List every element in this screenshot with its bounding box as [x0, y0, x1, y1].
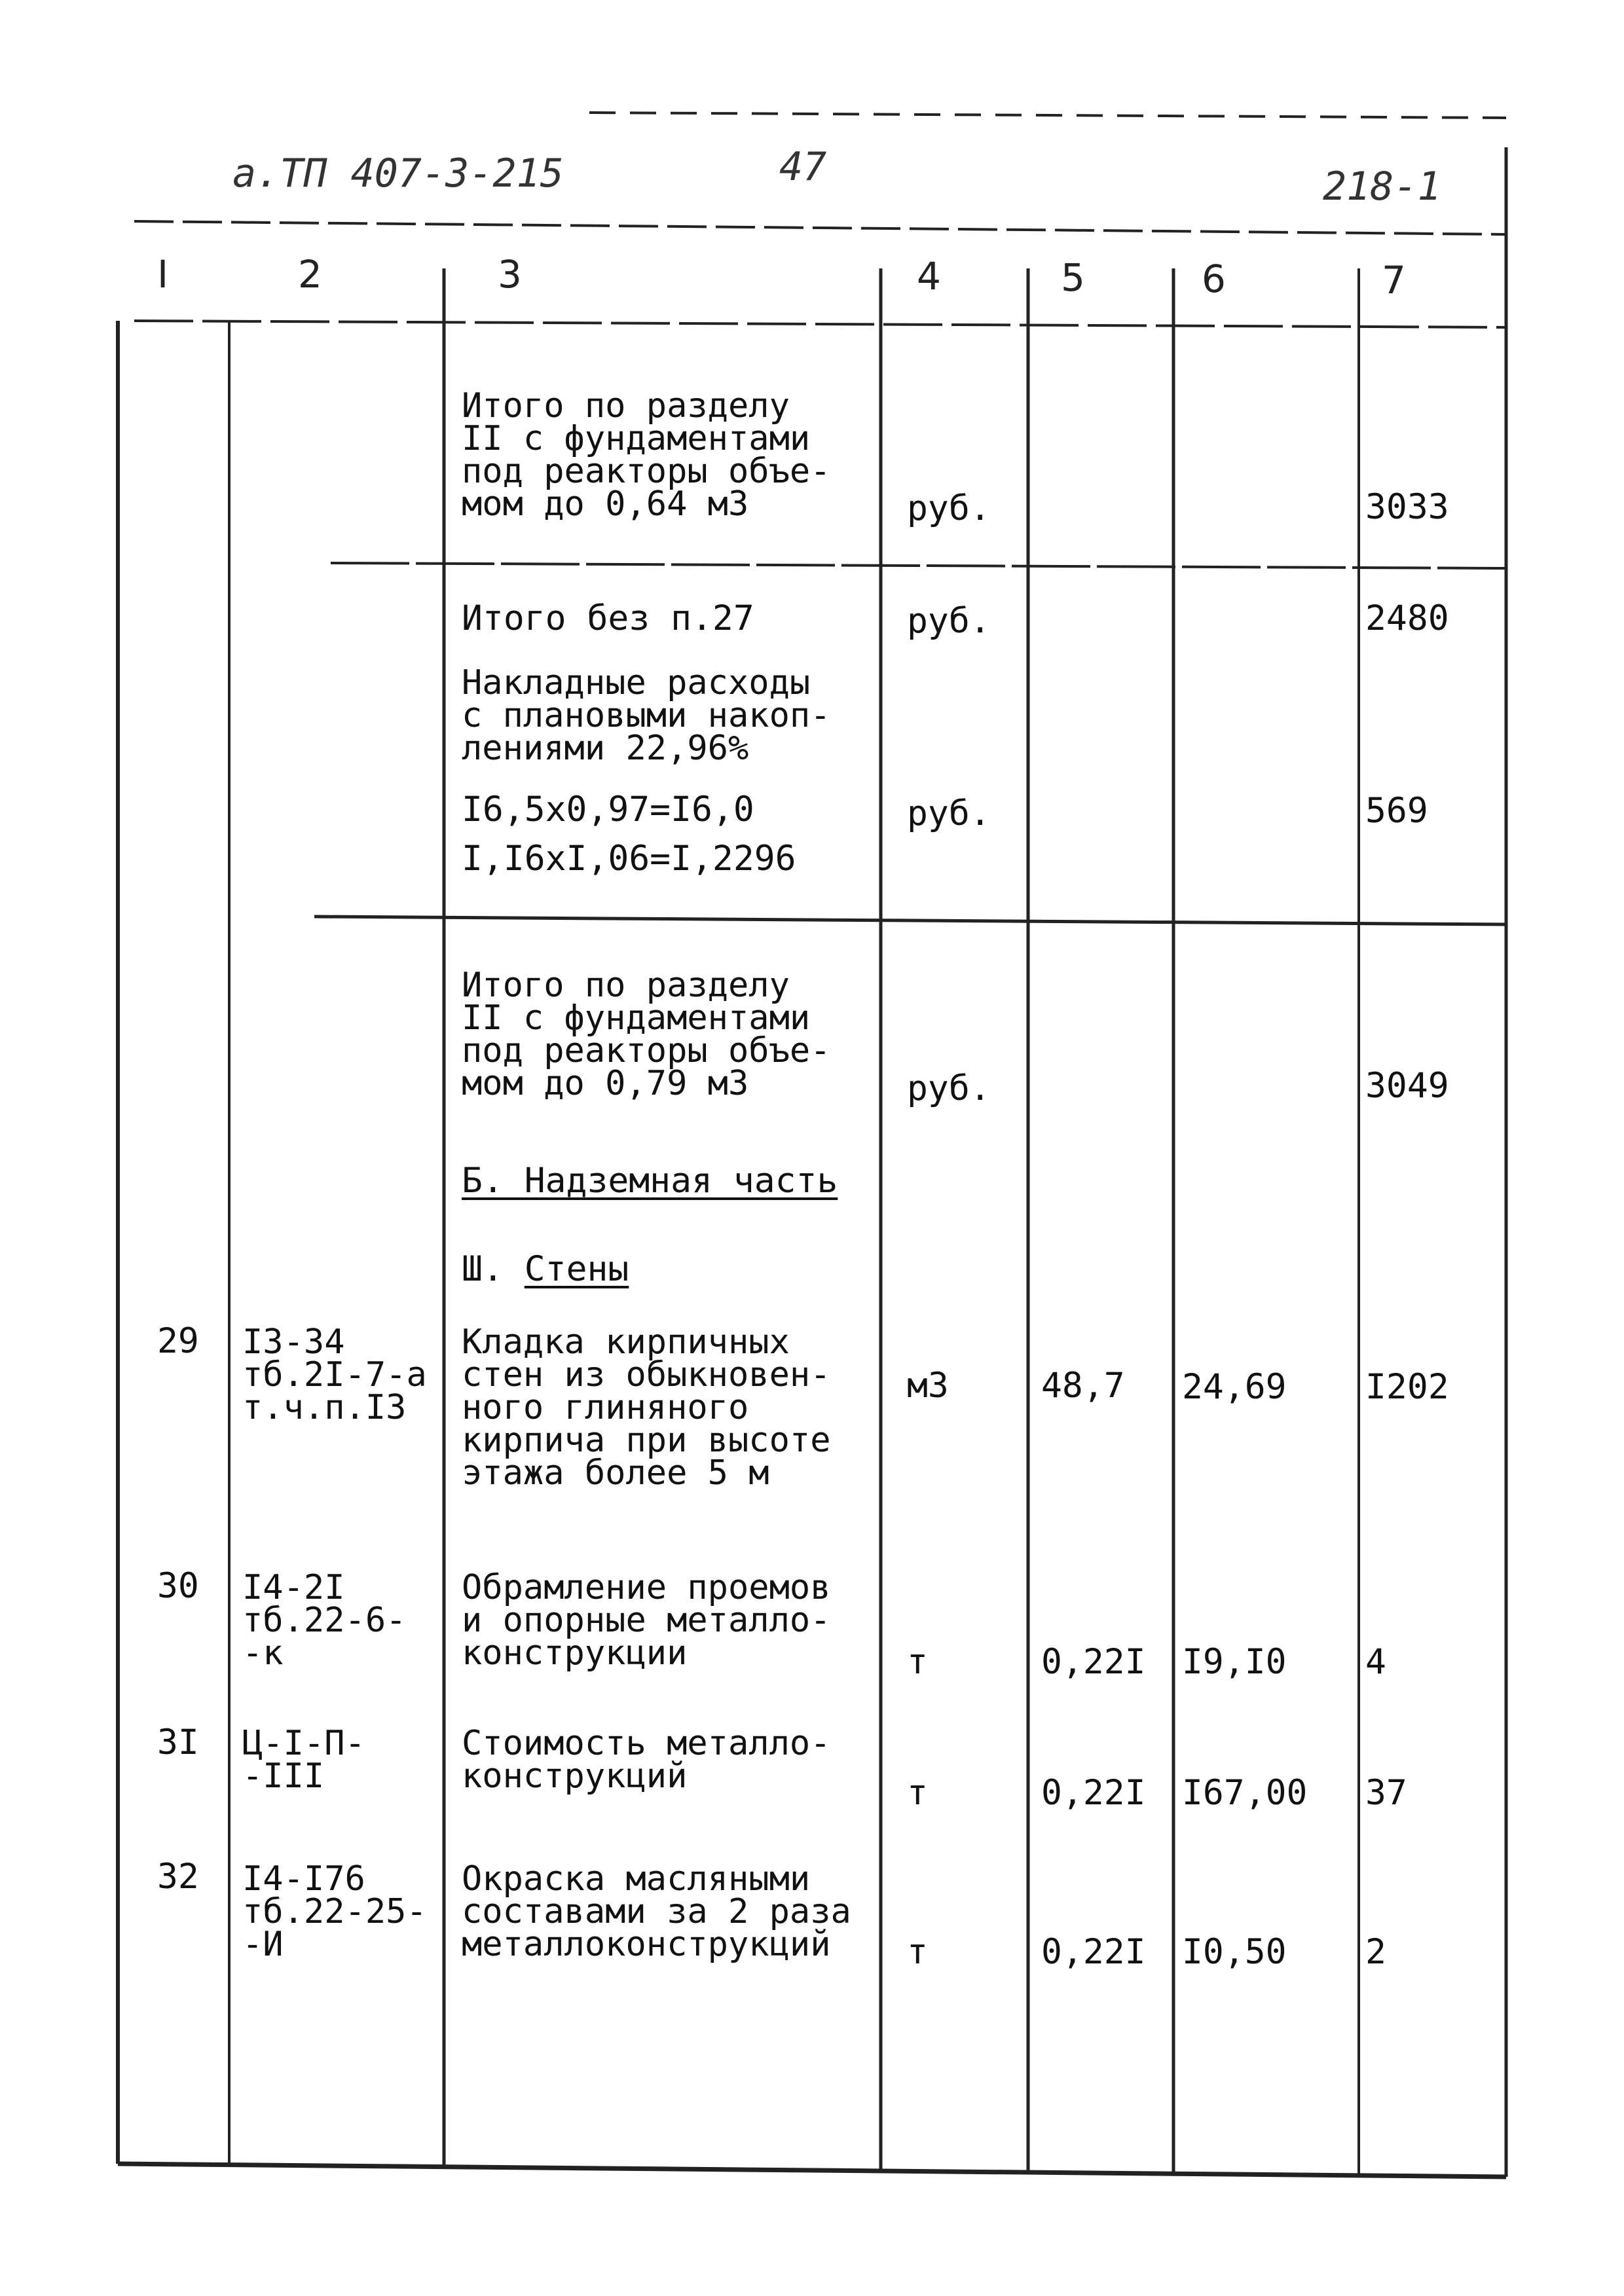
section-b-title: Б. Надземная часть	[462, 1161, 838, 1201]
row-31-unit: т	[907, 1773, 928, 1813]
row-31-total: 37	[1365, 1773, 1407, 1813]
total-without-item-27-unit: руб.	[907, 601, 991, 641]
row-32-price: I0,50	[1182, 1932, 1287, 1972]
subtotal-section-2-0-64-text: Итого по разделу II с фундаментами под реакторы объе- мом до 0,64 м3	[462, 386, 831, 524]
page-number: 47	[779, 144, 827, 190]
row-30-price: I9,I0	[1182, 1642, 1287, 1682]
row-29-description: Кладка кирпичных стен из обыкновен- ного глиняного кирпича при высоте этажа более 5 м	[462, 1322, 831, 1493]
row-29-total: I202	[1365, 1367, 1449, 1407]
row-31-quantity: 0,22I	[1041, 1773, 1146, 1813]
subtotal-section-2-0-79-total: 3049	[1365, 1066, 1449, 1106]
row-32-total: 2	[1365, 1932, 1386, 1972]
row-29-unit: м3	[907, 1366, 949, 1406]
row-32-quantity: 0,22I	[1041, 1932, 1146, 1972]
column-number-6: 6	[1202, 257, 1226, 301]
row-30-description: Обрамление проемов и опорные металло- конструкции	[462, 1568, 831, 1673]
section-iii-title: Стены	[524, 1249, 629, 1289]
row-30-code: I4-2I тб.22-6- -к	[242, 1568, 407, 1673]
overhead-total: 569	[1365, 791, 1428, 831]
row-32-description: Окраска масляными составами за 2 раза металлоконструкций	[462, 1859, 851, 1964]
row-29-price: 24,69	[1182, 1367, 1287, 1407]
row-31-description: Стоимость металло- конструкций	[462, 1724, 831, 1796]
row-31-code: Ц-I-П- -III	[242, 1724, 365, 1796]
subtotal-section-2-0-64-unit: руб.	[907, 488, 991, 528]
row-29-quantity: 48,7	[1041, 1366, 1125, 1406]
row-29-code: I3-34 тб.2I-7-а т.ч.п.I3	[242, 1322, 427, 1427]
column-number-2: 2	[298, 252, 322, 297]
sheet-number: 218-1	[1323, 164, 1441, 210]
section-b-heading	[462, 1163, 838, 1199]
overhead-costs-text: Накладные расходы с плановыми накоп- лениями 22,96%	[462, 663, 831, 768]
row-29-number: 29	[157, 1321, 199, 1361]
row-31-price: I67,00	[1182, 1773, 1308, 1813]
row-30-number: 30	[157, 1566, 199, 1606]
total-without-item-27-total: 2480	[1365, 598, 1449, 638]
section-iii-heading	[462, 1249, 629, 1289]
subtotal-section-2-0-64-total: 3033	[1365, 487, 1449, 527]
overhead-unit: руб.	[907, 793, 991, 833]
column-number-4: 4	[917, 254, 941, 299]
column-number-7: 7	[1382, 258, 1406, 302]
row-32-number: 32	[157, 1857, 199, 1897]
overhead-formula-1: I6,5x0,97=I6,0	[462, 790, 754, 829]
row-30-quantity: 0,22I	[1041, 1642, 1146, 1682]
row-32-code: I4-I76 тб.22-25- -И	[242, 1859, 427, 1964]
column-number-1: I	[157, 252, 169, 297]
overhead-formula-2: I,I6xI,06=I,2296	[462, 839, 796, 879]
column-number-3: 3	[498, 252, 522, 297]
subtotal-section-2-0-79-text: Итого по разделу II с фундаментами под реакторы объе- мом до 0,79 м3	[462, 966, 831, 1103]
total-without-item-27-text: Итого без п.27	[462, 598, 754, 638]
row-32-unit: т	[907, 1932, 928, 1972]
column-number-5: 5	[1061, 255, 1085, 300]
row-30-total: 4	[1365, 1642, 1386, 1682]
section-iii-prefix: Ш.	[462, 1249, 504, 1289]
row-30-unit: т	[907, 1642, 928, 1682]
document-code: а.ТП 407-3-215	[232, 151, 564, 196]
subtotal-section-2-0-79-unit: руб.	[907, 1068, 991, 1108]
row-31-number: 3I	[157, 1722, 199, 1762]
